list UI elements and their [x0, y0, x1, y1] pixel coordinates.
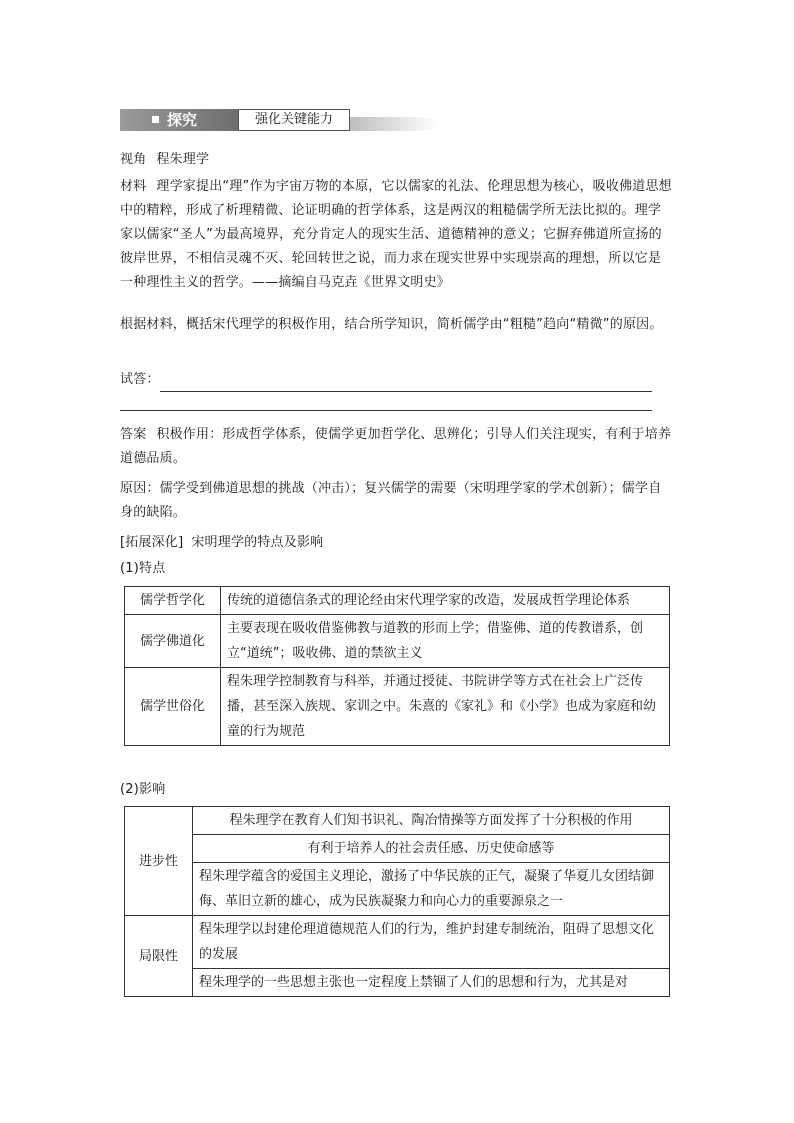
- material-label: 材料: [120, 179, 147, 194]
- influence-category: 进步性: [125, 807, 193, 916]
- answer-blank-1[interactable]: [160, 375, 652, 392]
- extension-label: [拓展深化]: [120, 535, 184, 550]
- table-row: [125, 835, 670, 863]
- answer-prompt: 试答：: [120, 372, 160, 387]
- answer-text-2: 原因：儒学受到佛道思想的挑战（冲击）；复兴儒学的需要（宋明理学家的学术创新）；儒学自身的缺陷。: [120, 481, 662, 520]
- feature-name: 儒学佛道化: [125, 615, 221, 668]
- material-paragraph: [120, 175, 672, 295]
- table-row: [125, 863, 670, 916]
- answer-paragraph-2: [120, 477, 672, 525]
- banner-decoration: [350, 117, 436, 131]
- features-table: [124, 586, 670, 746]
- influence-item: 程朱理学的一些思想主张也一定程度上禁锢了人们的思想和行为，尤其是对: [193, 969, 670, 997]
- answer-blank-2[interactable]: [120, 410, 652, 411]
- material-text: 理学家提出“理”作为宇宙万物的本原，它以儒家的礼法、伦理思想为核心，吸收佛道思想中的精粹，形成了析理精微、论证明确的哲学体系，这是两汉的粗糙儒学所无法比拟的。理学家以儒家“圣人”为最高境界，充分肯定人的现实生活、道德精神的意义；它摒弃佛道所宣扬的彼岸世界，不相信灵魂不灭、轮回转世之说，而力求在现实世界中实现崇高的理想，所以它是一种理性主义的哲学。——摘编自马克垚《世界文明史》: [120, 179, 672, 290]
- answer-paragraph-1: [120, 423, 672, 471]
- answer-text-1: 积极作用：形成哲学体系，使儒学更加哲学化、思辨化；引导人们关注现实，有利于培养道德品质。: [120, 427, 672, 466]
- question: 根据材料，概括宋代理学的积极作用，结合所学知识，简析儒学由“粗糙”趋向“精微”的原因。: [120, 317, 663, 332]
- extension-title: 宋明理学的特点及影响: [191, 535, 324, 550]
- section-banner: [120, 109, 436, 131]
- influence-category: 局限性: [125, 916, 193, 997]
- table-row: [125, 916, 670, 969]
- feature-name: 儒学世俗化: [125, 668, 221, 746]
- perspective-label: 视角: [120, 152, 147, 167]
- feature-name: 儒学哲学化: [125, 587, 221, 615]
- influence-item: 程朱理学蕴含的爱国主义理论，激扬了中华民族的正气，凝聚了华夏儿女团结御侮、革旧立新的雄心，成为民族凝聚力和向心力的重要源泉之一: [193, 863, 670, 916]
- influence-item: 有利于培养人的社会责任感、历史使命感等: [193, 835, 670, 863]
- answer-label: 答案: [120, 427, 147, 442]
- table-row: [125, 668, 670, 746]
- influence-table: [124, 806, 670, 997]
- banner-title: [120, 109, 238, 131]
- influence-heading: (2)影响: [120, 782, 166, 797]
- answer-prompt-line: [120, 368, 672, 392]
- question-text: [120, 313, 672, 337]
- table-row: [125, 587, 670, 615]
- table-row: [125, 969, 670, 997]
- feature-desc: 主要表现在吸收借鉴佛教与道教的形而上学；借鉴佛、道的传教谱系，创立“道统”；吸收佛、道的禁欲主义: [221, 615, 670, 668]
- perspective-text: 程朱理学: [156, 152, 210, 167]
- table-row: [125, 807, 670, 835]
- banner-tab: 强化关键能力: [238, 109, 350, 131]
- banner-title-text: 探究: [167, 111, 198, 129]
- table-row: [125, 615, 670, 668]
- perspective-line: [120, 148, 672, 172]
- feature-desc: 传统的道德信条式的理论经由宋代理学家的改造，发展成哲学理论体系: [221, 587, 670, 615]
- influence-item: 程朱理学在教育人们知书识礼、陶冶情操等方面发挥了十分积极的作用: [193, 807, 670, 835]
- square-bullet-icon: [152, 116, 159, 123]
- features-heading: (1)特点: [120, 561, 166, 576]
- extension-heading: [120, 531, 672, 555]
- feature-desc: 程朱理学控制教育与科举，并通过授徒、书院讲学等方式在社会上广泛传播，甚至深入族规、家训之中。朱熹的《家礼》和《小学》也成为家庭和幼童的行为规范: [221, 668, 670, 746]
- influence-item: 程朱理学以封建伦理道德规范人们的行为，维护封建专制统治，阻碍了思想文化的发展: [193, 916, 670, 969]
